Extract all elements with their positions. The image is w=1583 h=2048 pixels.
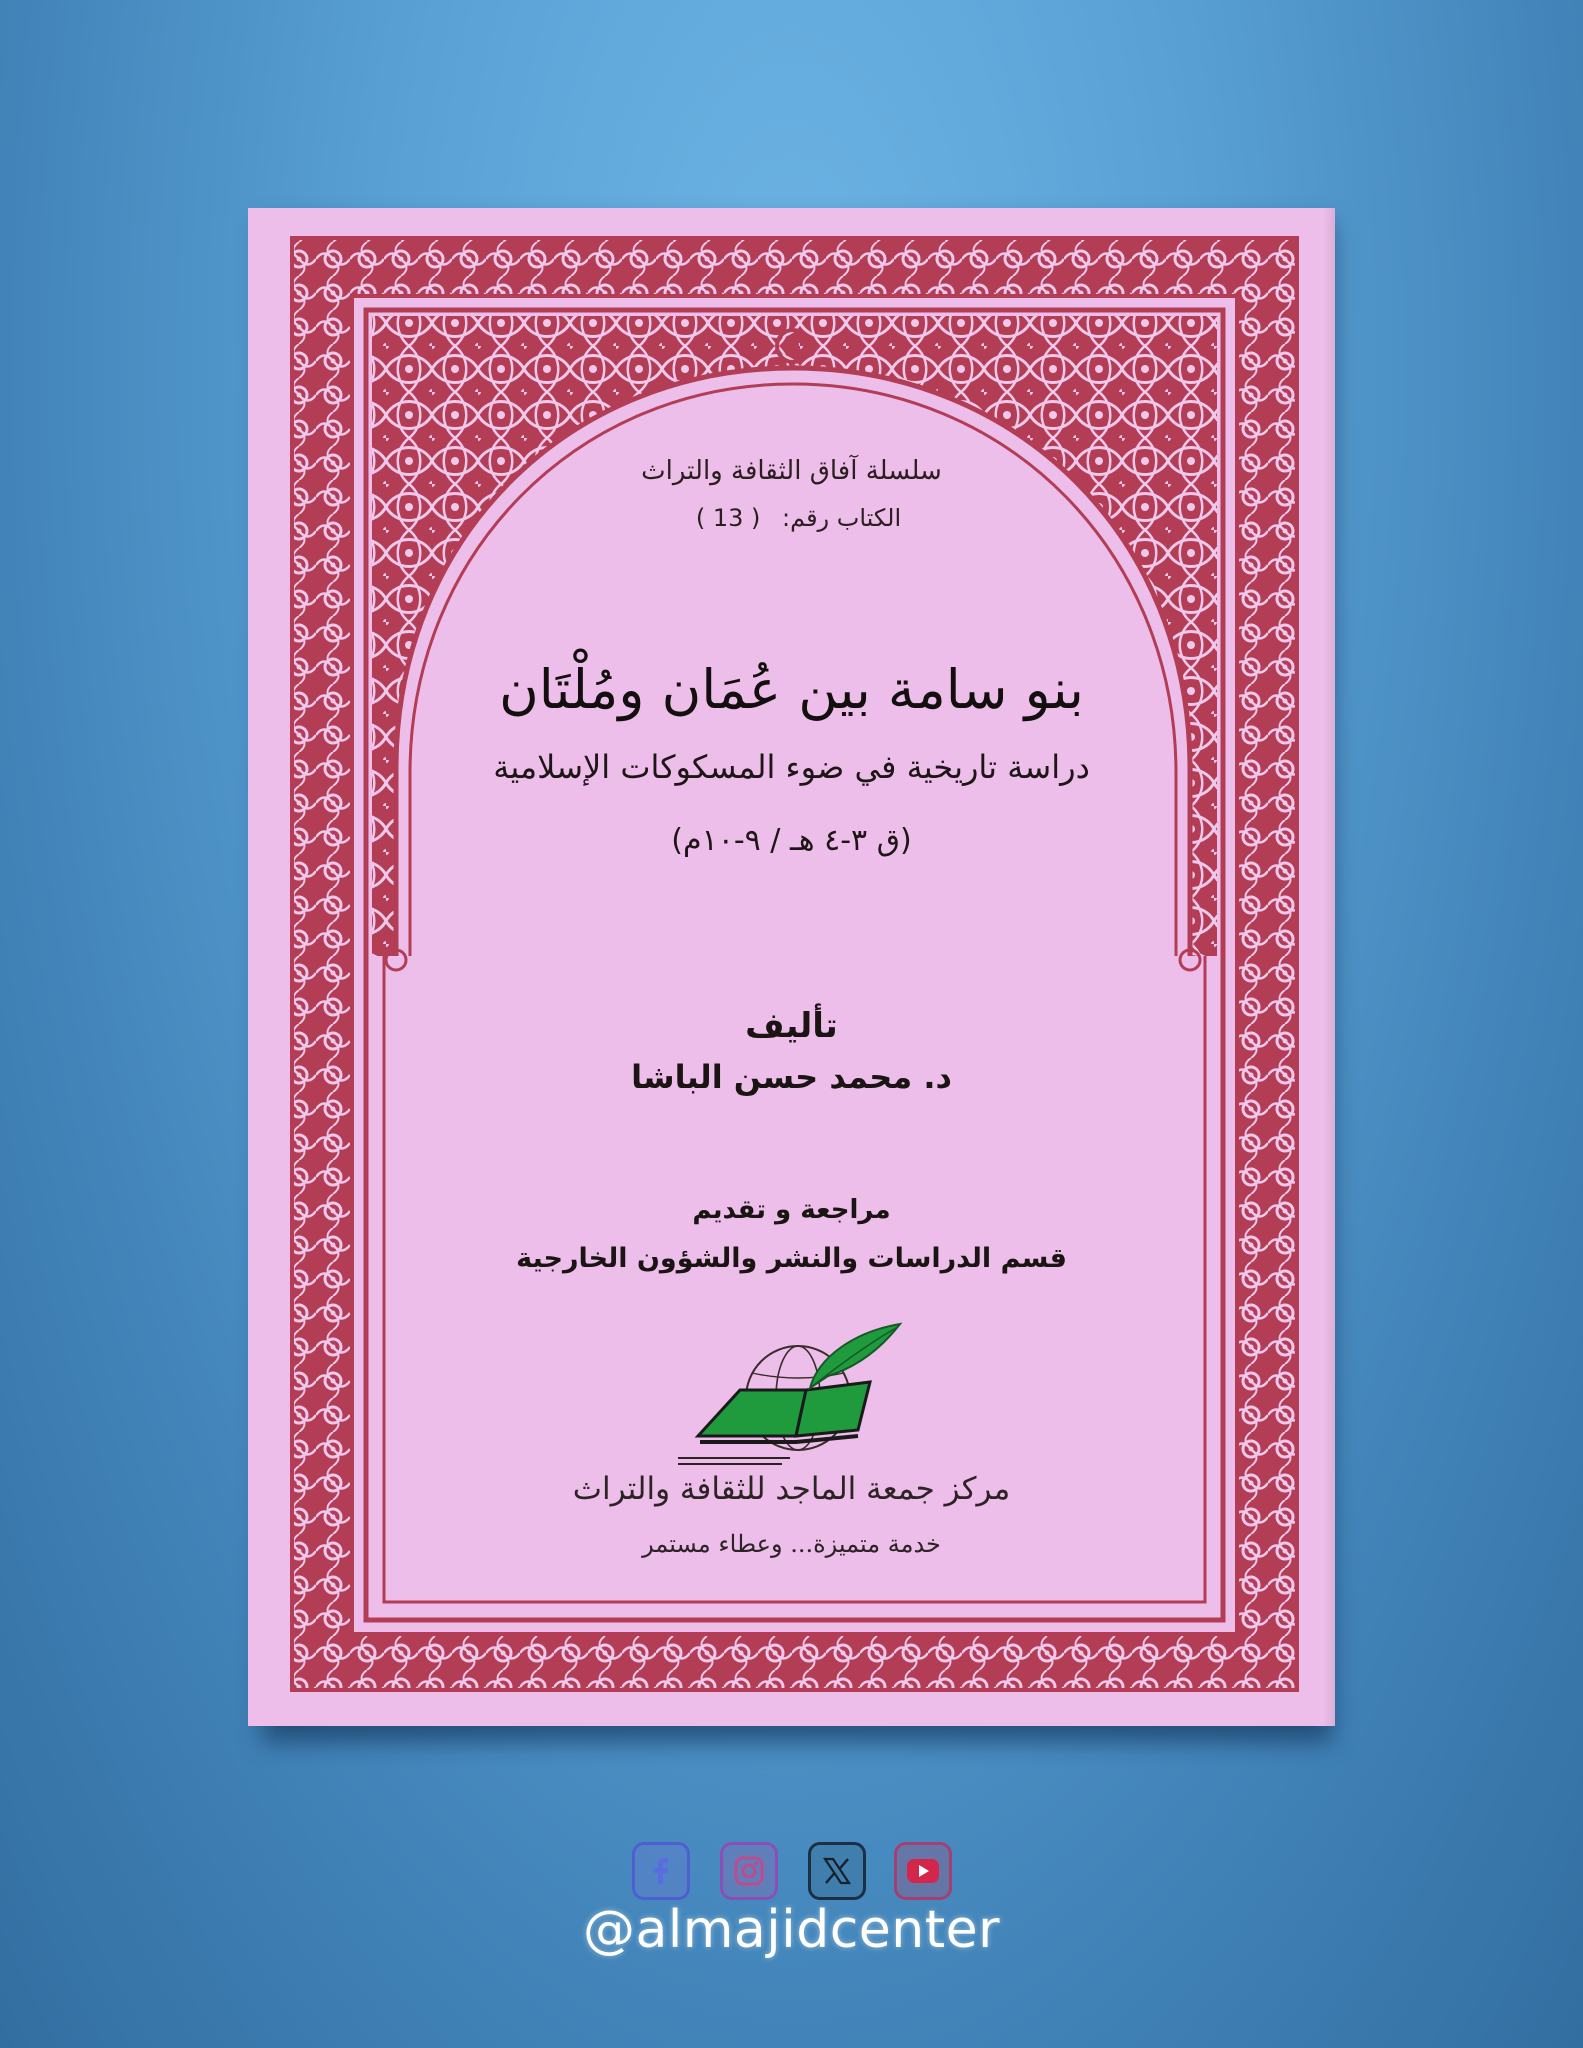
publisher-tagline: خدمة متميزة... وعطاء مستمر xyxy=(642,1530,941,1558)
quill-icon xyxy=(810,1324,900,1388)
open-book-icon xyxy=(698,1382,870,1442)
author-label: تأليف xyxy=(745,1006,838,1046)
logo-base-lines xyxy=(678,1458,790,1464)
author-name: د. محمد حسن الباشا xyxy=(631,1058,952,1096)
book-number: ( 13 ) xyxy=(695,504,761,532)
social-links xyxy=(632,1842,952,1902)
series-title: سلسلة آفاق الثقافة والتراث xyxy=(641,456,942,486)
book-cover xyxy=(248,208,1335,1726)
main-title: بنو سامة بين عُمَان ومُلْتَان xyxy=(499,658,1084,721)
review-department: قسم الدراسات والنشر والشؤون الخارجية xyxy=(516,1243,1067,1274)
book-number-line xyxy=(248,504,1335,532)
facebook-icon[interactable] xyxy=(632,1842,690,1900)
social-handle[interactable]: @almajidcenter xyxy=(582,1900,1001,1960)
review-label: مراجعة و تقديم xyxy=(692,1195,891,1225)
book-number-label: الكتاب رقم: xyxy=(782,504,902,532)
subtitle: دراسة تاريخية في ضوء المسكوكات الإسلامية xyxy=(493,748,1090,786)
date-range: (ق ٣-٤ هـ / ٩-١٠م) xyxy=(671,823,912,858)
publisher-logo xyxy=(678,1318,918,1468)
youtube-icon[interactable] xyxy=(894,1842,952,1900)
publisher-name: مركز جمعة الماجد للثقافة والتراث xyxy=(572,1471,1011,1507)
x-icon[interactable] xyxy=(808,1842,866,1900)
instagram-icon[interactable] xyxy=(720,1842,778,1900)
